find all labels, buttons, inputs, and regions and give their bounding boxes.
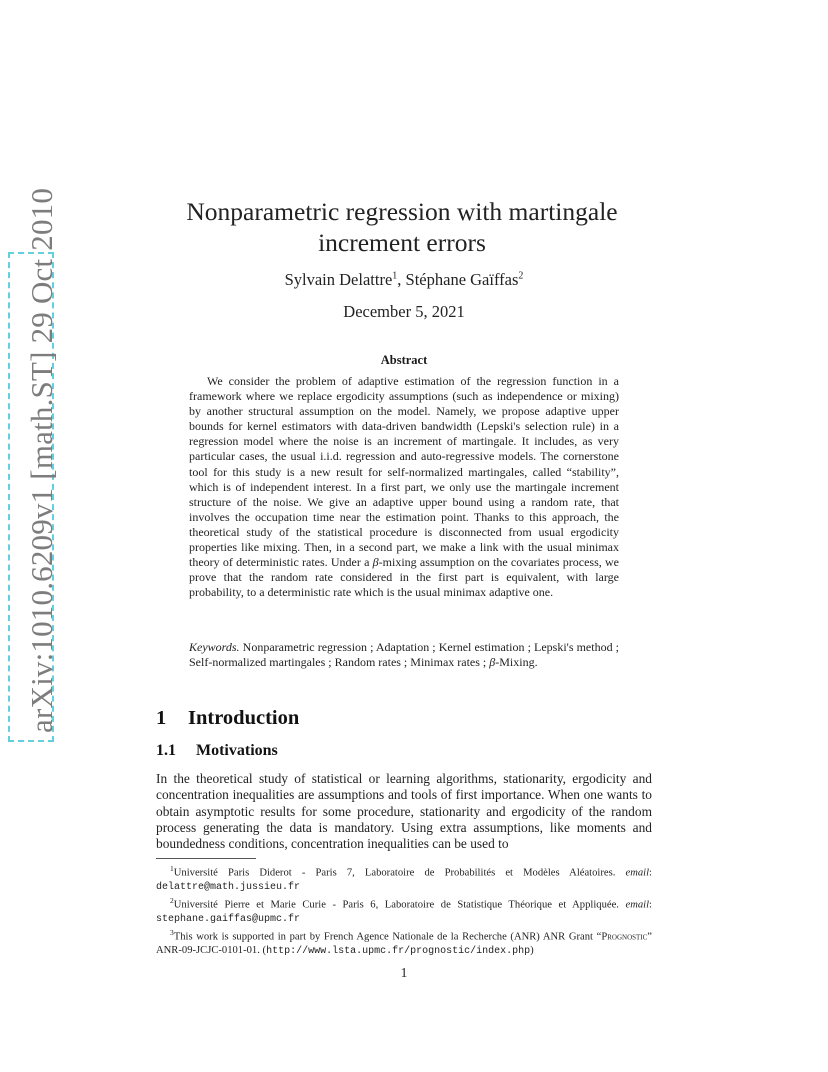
footnote-text: This work is supported in part by French Agence Nationale de la Recherche (ANR) ANR Grant “ [173,931,602,943]
abstract-text-part: -mixing assumption on the covariates process, we prove that the random rate considered in the first part is equivalent, with large probability, to a deterministic rate which is the usual minimax adaptive one. [189,555,619,600]
keywords-list: Nonparametric regression ; Adaptation ; Kernel estimation ; Lepski's method ; Self-normalized martingales ; Random rates ; Minimax rates ; [189,640,619,670]
footnote-text: Université Pierre et Marie Curie - Paris 6, Laboratoire de Statistique Théorique et Appliquée. [173,899,626,911]
section-number: 1 [156,707,167,729]
footnote [156,862,652,894]
subsection-number: 1.1 [156,742,176,759]
footnote-separator: : [649,867,652,879]
arxiv-identifier: arXiv:1010.6209v1 [math.ST] 29 Oct 2010 [24,187,59,733]
abstract-heading: Abstract [380,353,428,367]
subsection-title: Motivations [196,742,278,759]
footnote-mark: 2 [170,895,174,905]
paper-date: December 5, 2021 [343,302,465,321]
footnote [156,894,652,926]
section-heading [156,707,656,730]
abstract-text-part: We consider the problem of adaptive estimation of the regression function in a framework where we replace ergodicity assumptions (such as independence or mixing) by another structural assumption on the model. Namely, we propose adaptive upper bounds for kernel estimators with data-driven bandwidth (Lepski's selection rule) in a regression model where the noise is an increment of martingale. It includes, as very particular cases, the usual i.i.d. regression and auto-regressive models. The cornerstone tool for this study is a new result for self-normalized martingales, called “stability”, which is of independent interest. In a first part, we only use the martingale increment structure of the noise. We give an adaptive upper bound using a random rate, that involves the occupation time near the estimation point. Thanks to this approach, the theoretical study of the statistical procedure is disconnected from usual ergodicity properties like mixing. Then, in a second part, we make a link with the usual minimax theory of deterministic rates. Under a [189,374,619,570]
email-label: email [625,899,650,911]
footnote-mark: 1 [170,864,174,873]
author-name: Stéphane Gaïffas [405,270,519,289]
footnote-text: ” ANR-09-JCJC-0101-01. ( [156,931,652,956]
project-name: Prognostic [601,931,648,943]
footnotes [156,862,652,958]
page-number: 1 [400,965,408,980]
footnote-text: Université Paris Diderot - Paris 7, Laboratoire de Probabilités et Modèles Aléatoires. [173,867,626,879]
abstract-text [189,374,619,600]
subsection-heading [156,742,656,760]
footnote-separator: : [649,899,652,911]
beta-symbol: β [489,655,496,670]
author-separator: , [397,270,406,289]
author-affiliation-mark: 1 [392,270,398,282]
section-title: Introduction [188,707,300,729]
email-address: stephane.gaiffas@upmc.fr [156,913,301,925]
body-paragraph: In the theoretical study of statistical or learning algorithms, stationarity, ergodicity and concentration inequalities are assumptions and tools of first importance. When one wants to obtain asymptotic results for some procedure, stationarity and ergodicity of the random process generating the data is mandatory. Using extra assumptions, like moments and boundedness conditions, concentration inequalities can be used to [156,771,652,852]
author-line [180,270,628,290]
keywords-label: Keywords. [189,640,240,654]
beta-symbol: β [372,555,379,570]
keywords-paragraph [189,640,619,670]
footnote-rule [156,858,256,859]
email-label: email [625,867,650,879]
keywords-list: -Mixing. [495,655,538,670]
project-url: http://www.lsta.upmc.fr/prognostic/index.php [266,945,531,957]
author-name: Sylvain Delattre [284,270,393,289]
footnote-text: ) [530,944,534,956]
email-address: delattre@math.jussieu.fr [156,881,301,893]
footnote [156,926,652,958]
paper-title: Nonparametric regression with martingale increment errors [186,197,618,257]
author-affiliation-mark: 2 [518,270,524,282]
footnote-mark: 3 [170,927,174,937]
